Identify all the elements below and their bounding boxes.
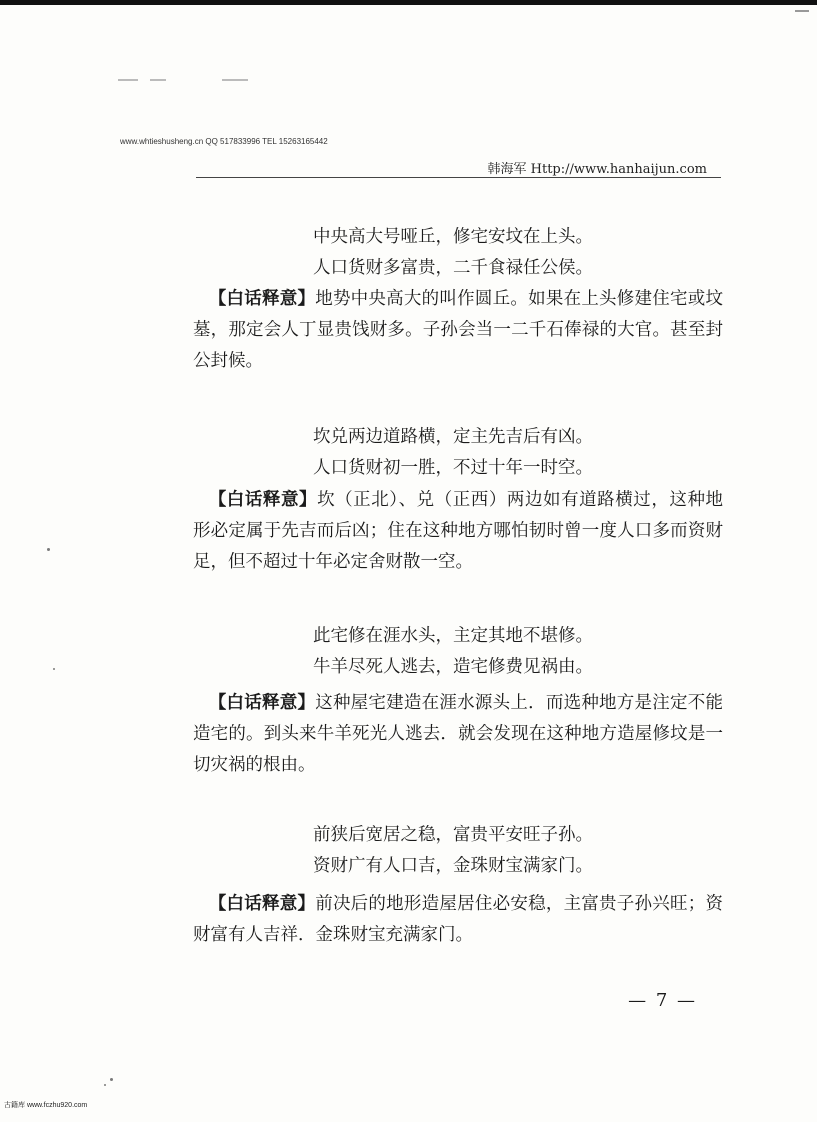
verse-block [193, 222, 723, 284]
explanation-text: 坎（正北）、兑（正西）两边如有道路横过，这种地形必定属于先吉而后凶；住在这种地方哪怕韧时曾一度人口多而资财足，但不超过十年必定舍财散一空。 [193, 490, 724, 572]
explanation-tag: 【白话释意】 [208, 693, 316, 713]
verse-block [193, 820, 723, 882]
explanation-tag: 【白话释意】 [208, 289, 316, 309]
verse-line: 前狭后宽居之稳，富贵平安旺子孙。 [313, 825, 593, 845]
scan-speck [222, 79, 248, 81]
explanation-paragraph [193, 688, 723, 781]
explanation-paragraph [193, 485, 723, 578]
verse-block [193, 621, 723, 683]
scan-speck [795, 10, 809, 12]
verse-line: 人口货财多富贵，二千食禄任公侯。 [313, 258, 593, 278]
scan-speck [104, 1084, 106, 1086]
verse-line: 人口货财初一胜，不过十年一时空。 [313, 458, 593, 478]
scan-speck [118, 79, 138, 81]
scanner-watermark: www.whtieshusheng.cn QQ 517833996 TEL 15263165442 [120, 137, 328, 146]
scan-speck [47, 548, 50, 551]
explanation-text: 地势中央高大的叫作圆丘。如果在上头修建住宅或坟墓，那定会人丁显贵饯财多。子孙会当一二千石俸禄的大官。甚至封公封候。 [193, 289, 724, 371]
verse-line: 坎兑两边道路横，定主先吉后有凶。 [313, 427, 593, 447]
explanation-text: 前决后的地形造屋居住必安稳，主富贵子孙兴旺；资财富有人吉祥．金珠财宝充满家门。 [193, 894, 724, 945]
verse-line: 中央高大号哑丘，修宅安坟在上头。 [313, 227, 593, 247]
explanation-paragraph [193, 284, 723, 377]
explanation-text: 这种屋宅建造在涯水源头上．而选种地方是注定不能造宅的。到头来牛羊死光人逃去．就会发现在这种地方造屋修坟是一切灾祸的根由。 [193, 693, 724, 775]
verse-line: 资财广有人口吉，金珠财宝满家门。 [313, 856, 593, 876]
verse-block [193, 422, 723, 484]
verse-line: 牛羊尽死人逃去，造宅修费见祸由。 [313, 657, 593, 677]
explanation-paragraph [193, 889, 723, 951]
explanation-tag: 【白话释意】 [208, 490, 318, 510]
explanation-tag: 【白话释意】 [208, 894, 316, 914]
running-header: 韩海军 Http://www.hanhaijun.com [487, 162, 707, 177]
page-number: — 7 — [628, 990, 697, 1011]
scan-speck [150, 79, 166, 81]
header-rule [196, 177, 721, 178]
scan-speck [110, 1078, 113, 1081]
verse-line: 此宅修在涯水头，主定其地不堪修。 [313, 626, 593, 646]
scan-speck [53, 668, 55, 670]
scan-top-border [0, 0, 817, 5]
site-footer-watermark: 古籍库 www.fczhu920.com [4, 1102, 88, 1109]
